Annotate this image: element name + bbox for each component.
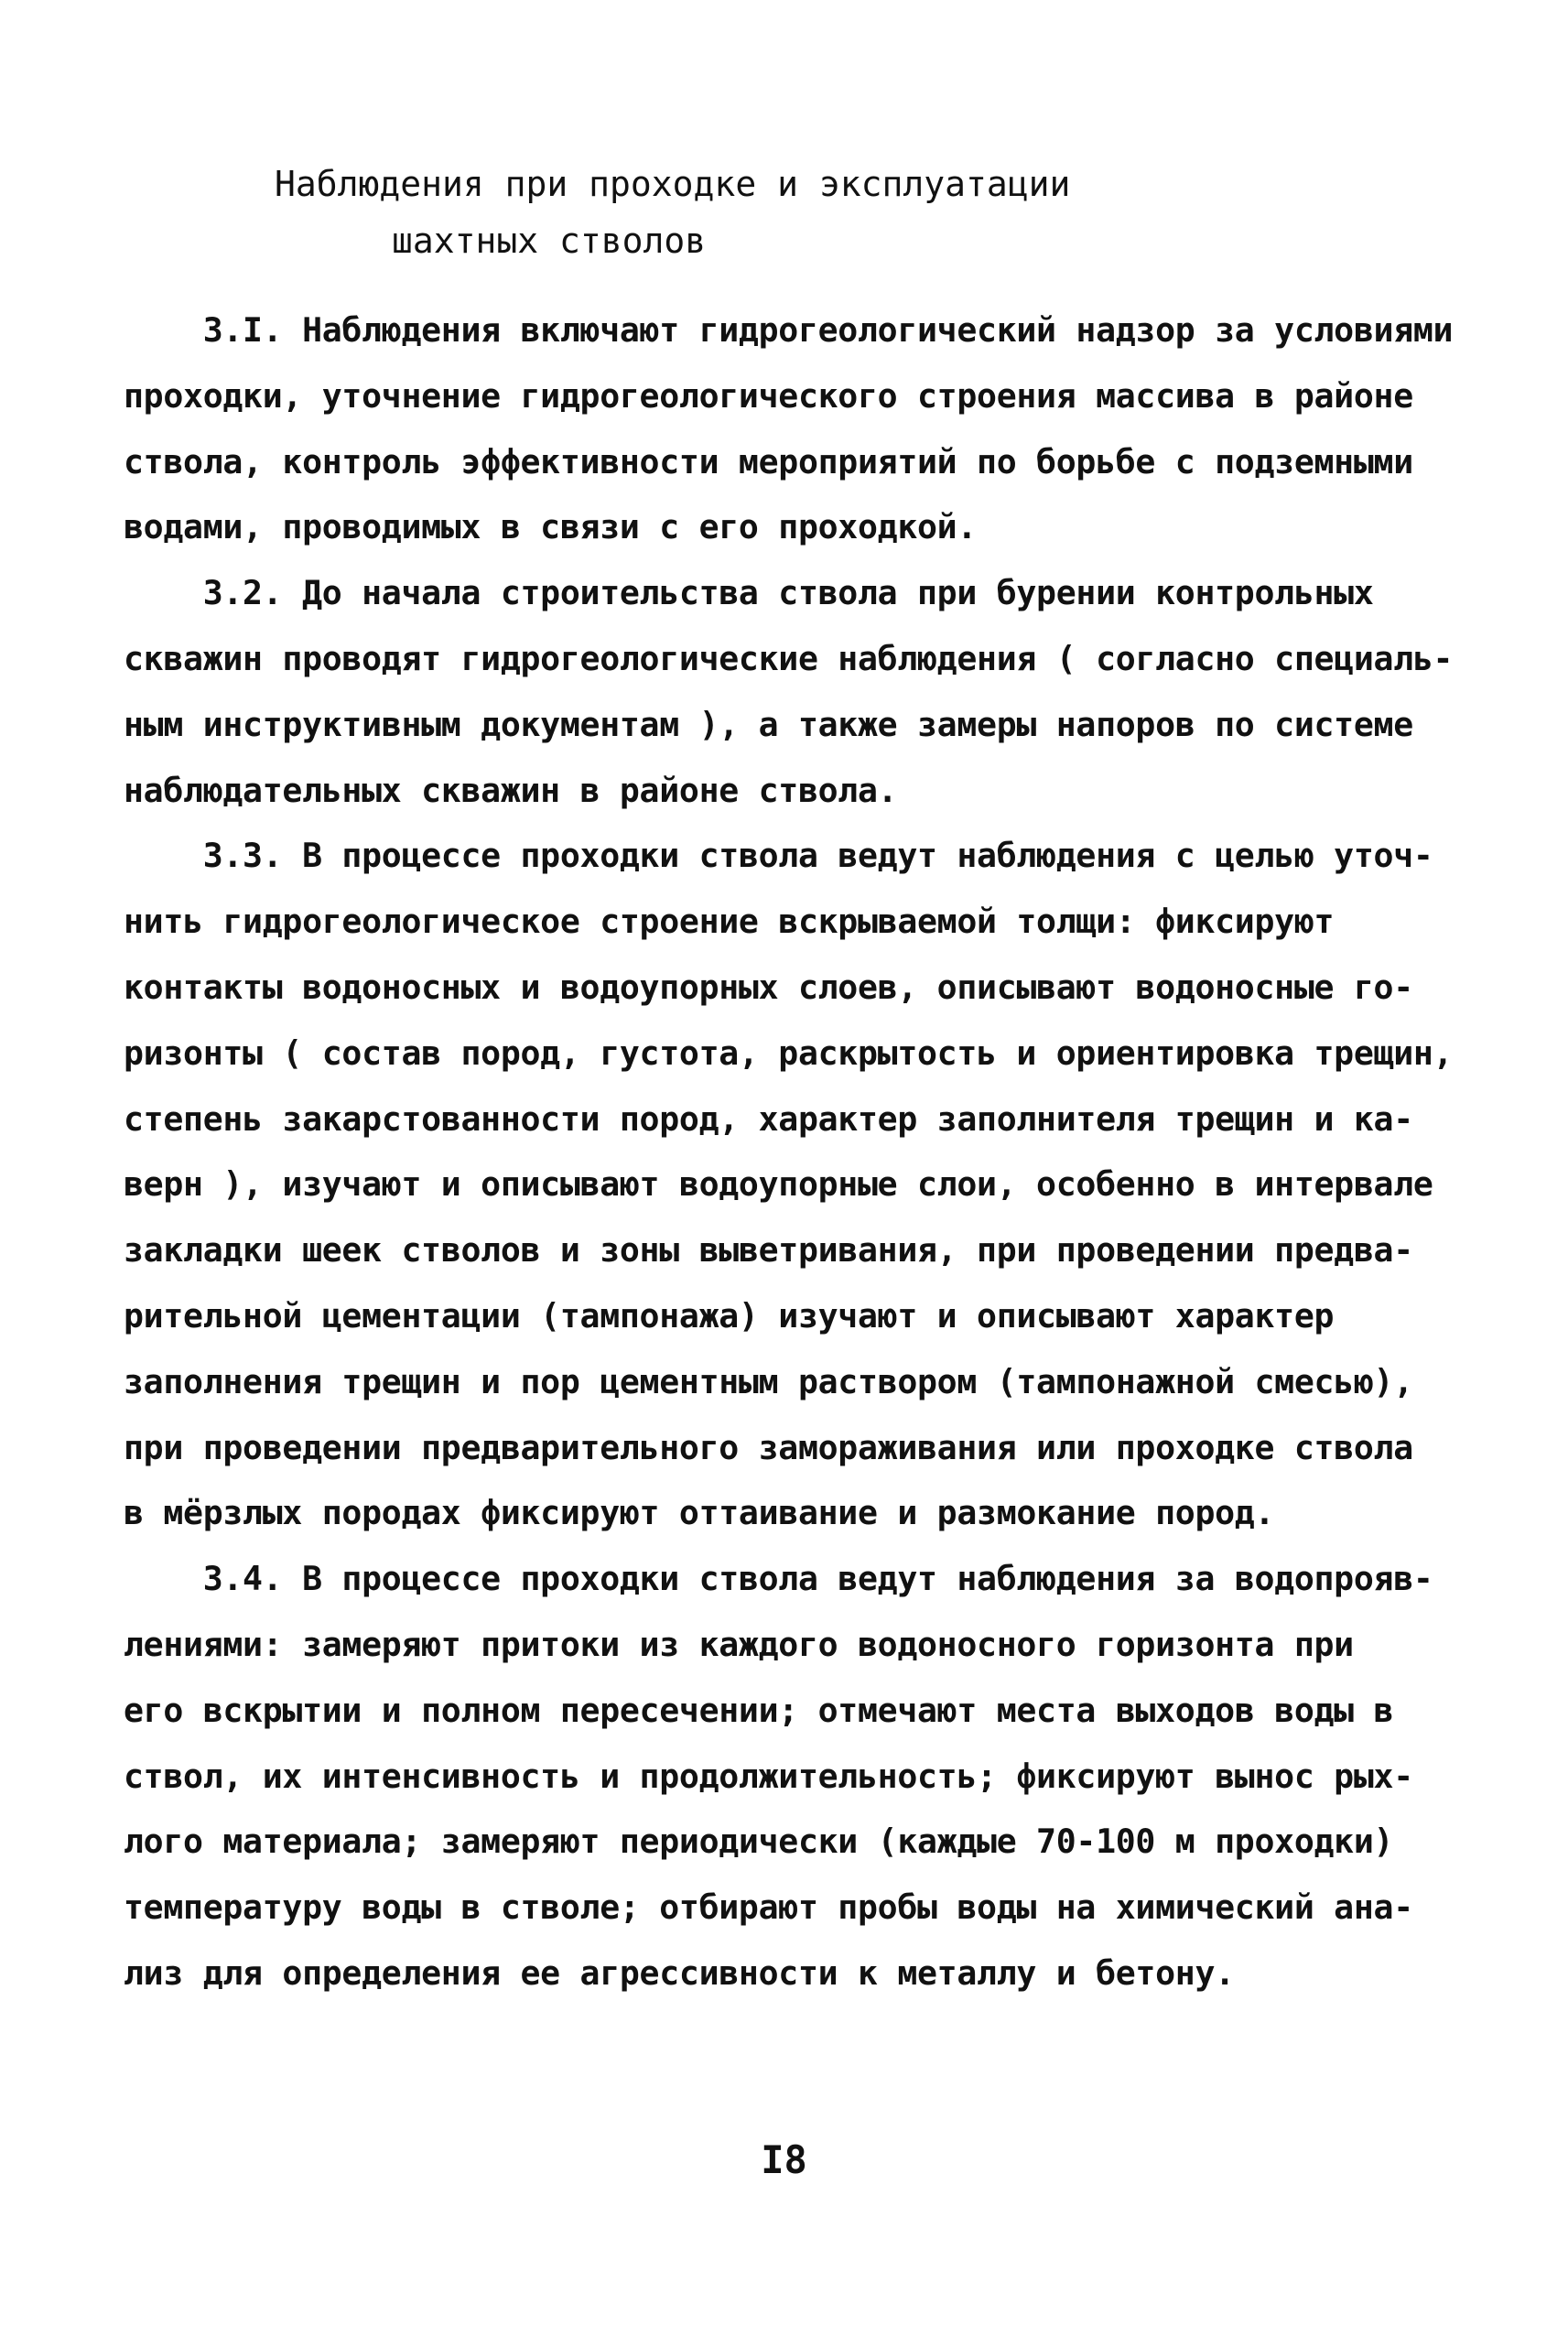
text-line: ствол, их интенсивность и продолжительность; фиксируют вынос рых-: [124, 1756, 1413, 1796]
text-line: 3.4. В процессе проходки ствола ведут наблюдения за водопрояв-: [124, 1559, 1433, 1599]
text-line: проходки, уточнение гидрогеологического строения массива в районе: [124, 375, 1413, 416]
text-line: нить гидрогеологическое строение вскрываемой толщи: фиксируют: [124, 902, 1335, 942]
text-line: ризонты ( состав пород, густота, раскрытость и ориентировка трещин,: [124, 1033, 1454, 1073]
heading-line-2: шахтных стволов: [392, 221, 707, 261]
text-line: в мёрзлых породах фиксируют оттаивание и размокание пород.: [124, 1493, 1275, 1533]
section-heading: [275, 156, 1190, 269]
text-line: температуру воды в стволе; отбирают пробы воды на химический ана-: [124, 1887, 1413, 1928]
text-line: ным инструктивным документам ), а также замеры напоров по системе: [124, 704, 1413, 744]
text-line: степень закарстованности пород, характер заполнителя трещин и ка-: [124, 1098, 1413, 1139]
heading-line-1: Наблюдения при проходке и эксплуатации: [275, 164, 1071, 204]
text-line: лиз для определения ее агрессивности к металлу и бетону.: [124, 1952, 1235, 1993]
text-line: скважин проводят гидрогеологические наблюдения ( согласно специаль-: [124, 638, 1454, 678]
text-line: при проведении предварительного замораживания или проходке ствола: [124, 1427, 1413, 1467]
text-line: лого материала; замеряют периодически (каждые 70-100 м проходки): [124, 1822, 1394, 1862]
text-line: верн ), изучают и описывают водоупорные слои, особенно в интервале: [124, 1164, 1433, 1205]
text-line: заполнения трещин и пор цементным раствором (тампонажной смесью),: [124, 1361, 1413, 1401]
text-line: его вскрытии и полном пересечении; отмечают места выходов воды в: [124, 1690, 1394, 1730]
text-line: водами, проводимых в связи с его проходкой.: [124, 507, 978, 547]
text-line: 3.2. До начала строительства ствола при бурении контрольных: [124, 573, 1374, 613]
text-line: закладки шеек стволов и зоны выветривания, при проведении предва-: [124, 1230, 1413, 1271]
body-text: [124, 297, 1469, 2006]
text-line: контакты водоносных и водоупорных слоев, описывают водоносные го-: [124, 967, 1413, 1007]
page-number: I8: [761, 2137, 807, 2182]
text-line: 3.I. Наблюдения включают гидрогеологический надзор за условиями: [124, 310, 1454, 350]
text-line: 3.3. В процессе проходки ствола ведут наблюдения с целью уточ-: [124, 836, 1433, 876]
text-line: лениями: замеряют притоки из каждого водоносного горизонта при: [124, 1624, 1354, 1664]
text-line: наблюдательных скважин в районе ствола.: [124, 770, 898, 810]
text-line: рительной цементации (тампонажа) изучают и описывают характер: [124, 1295, 1335, 1336]
text-line: ствола, контроль эффективности мероприятий по борьбе с подземными: [124, 441, 1413, 481]
